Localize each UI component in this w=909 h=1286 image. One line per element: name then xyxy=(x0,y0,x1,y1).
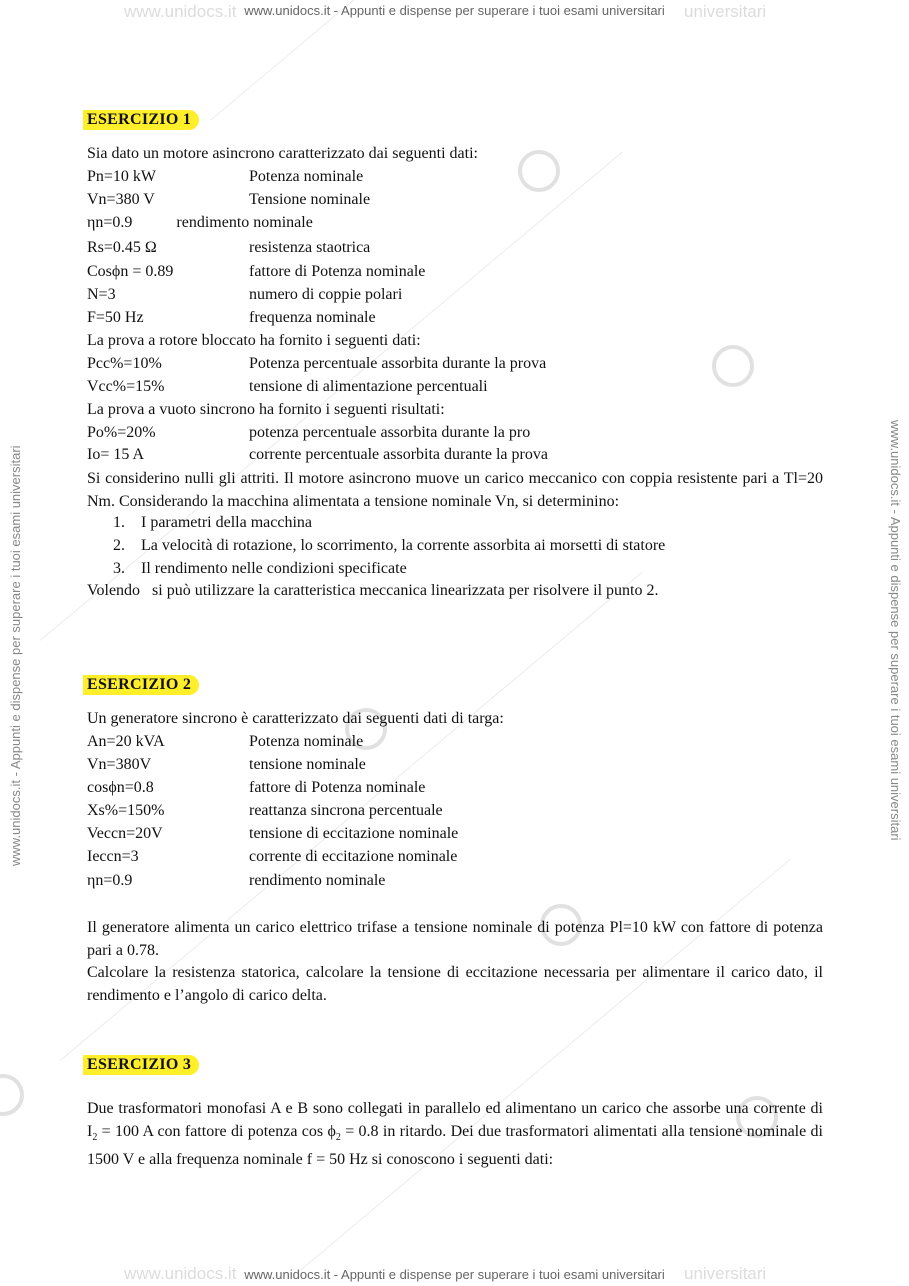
data-value: tensione di eccitazione nominale xyxy=(249,825,459,842)
list-text: Il rendimento nelle condizioni specificate xyxy=(141,560,407,577)
watermark-logo-icon xyxy=(712,345,754,387)
exercise-1-paragraph: Si considerino nulli gli attriti. Il motore asincrono muove un carico meccanico con coppia resistente pari a Tl=20 Nm. Considerando la macchina alimentata a tensione nominale Vn, si determinino: xyxy=(87,470,823,510)
list-text: La velocità di rotazione, lo scorrimento, la corrente assorbita ai morsetti di statore xyxy=(141,537,666,554)
data-row xyxy=(87,872,386,890)
data-row xyxy=(87,848,458,866)
data-row xyxy=(87,191,371,209)
watermark-top: www.unidocs.it - Appunti e dispense per superare i tuoi esami universitari xyxy=(244,3,665,18)
data-row xyxy=(87,424,531,442)
data-key: Cosϕn = 0.89 xyxy=(87,263,174,280)
data-key: cosϕn=0.8 xyxy=(87,779,154,796)
watermark-bottom: www.unidocs.it - Appunti e dispense per superare i tuoi esami universitari xyxy=(244,1267,665,1282)
data-row xyxy=(87,446,548,464)
data-value: Potenza nominale xyxy=(249,168,364,185)
data-key: An=20 kVA xyxy=(87,733,165,750)
data-row xyxy=(87,802,443,820)
data-key: Io= 15 A xyxy=(87,446,145,463)
exercise-2-heading: ESERCIZIO 2 xyxy=(83,675,199,695)
data-key: N=3 xyxy=(87,286,116,303)
data-key: Xs%=150% xyxy=(87,802,165,819)
data-row xyxy=(87,355,547,373)
data-value: corrente percentuale assorbita durante la prova xyxy=(249,446,548,463)
data-value: tensione nominale xyxy=(249,756,366,773)
data-row xyxy=(87,825,459,843)
data-row xyxy=(87,263,426,281)
subscript: 2 xyxy=(92,1131,98,1143)
data-key: Ieccn=3 xyxy=(87,848,139,865)
data-key: Veccn=20V xyxy=(87,825,163,842)
data-key: Pn=10 kW xyxy=(87,168,157,185)
list-number: 2. xyxy=(113,537,125,554)
data-key: Po%=20% xyxy=(87,424,156,441)
paragraph-text: = 0.8 in ritardo. Dei due trasformatori alimentati alla tensione nominale di 1500 V e alla frequenza nominale f = 50 Hz si conoscono i seguenti dati: xyxy=(87,1122,824,1169)
exercise-3-heading: ESERCIZIO 3 xyxy=(83,1055,199,1075)
data-key: Rs=0.45 Ω xyxy=(87,239,157,256)
data-key: Vcc%=15% xyxy=(87,378,165,395)
data-value: Potenza nominale xyxy=(249,733,364,750)
exercise-2-paragraph-1: Il generatore alimenta un carico elettrico trifase a tensione nominale di potenza Pl=10 kW con fattore di potenza pari a 0.78. xyxy=(87,919,823,959)
watermark-ghost-left: www.unidocs.it xyxy=(124,2,237,21)
data-row xyxy=(87,286,403,304)
data-row xyxy=(87,168,364,186)
subscript: 2 xyxy=(335,1131,341,1143)
data-value: resistenza staotrica xyxy=(249,239,371,256)
watermark-side-left: www.unidocs.it - Appunti e dispense per superare i tuoi esami universitari xyxy=(8,445,23,866)
watermark-ghost-right: universitari xyxy=(684,2,767,21)
list-number: 3. xyxy=(113,560,125,577)
exercise-2-paragraph-2: Calcolare la resistenza statorica, calcolare la tensione di eccitazione necessaria per alimentare il carico dato, il rendimento e l’angolo di carico delta. xyxy=(87,964,823,1004)
data-value: frequenza nominale xyxy=(249,309,376,326)
data-value: Tensione nominale xyxy=(249,191,371,208)
list-text: I parametri della macchina xyxy=(141,514,313,531)
no-load-intro: La prova a vuoto sincrono ha fornito i seguenti risultati: xyxy=(87,401,445,418)
data-value: reattanza sincrona percentuale xyxy=(249,802,443,819)
paragraph-text: Due trasformatori monofasi A e B sono collegati in parallelo ed alimentano un carico che assorbe una corrente di I xyxy=(87,1100,823,1140)
data-row xyxy=(87,756,366,774)
exercise-3-paragraph xyxy=(87,1098,823,1172)
data-row xyxy=(87,733,364,751)
watermark-ghost-right: universitari xyxy=(684,1264,767,1283)
data-value: potenza percentuale assorbita durante la pro xyxy=(249,424,531,441)
watermark-side-right: www.unidocs.it - Appunti e dispense per superare i tuoi esami universitari xyxy=(888,420,903,841)
list-item xyxy=(113,537,665,555)
data-row xyxy=(87,779,426,797)
list-item xyxy=(113,560,407,578)
watermark-line xyxy=(210,0,747,121)
data-key: Pcc%=10% xyxy=(87,355,162,372)
exercise-2-intro: Un generatore sincrono è caratterizzato dai seguenti dati di targa: xyxy=(87,710,504,727)
data-row xyxy=(87,378,488,396)
data-value: numero di coppie polari xyxy=(249,286,403,303)
data-row xyxy=(87,239,371,257)
locked-rotor-intro: La prova a rotore bloccato ha fornito i seguenti dati: xyxy=(87,332,421,349)
data-value: Potenza percentuale assorbita durante la prova xyxy=(249,355,547,372)
exercise-1-closing: Volendo si può utilizzare la caratteristica meccanica linearizzata per risolvere il punto 2. xyxy=(87,582,659,599)
data-key: Vn=380V xyxy=(87,756,152,773)
watermark-ghost-left: www.unidocs.it xyxy=(124,1264,237,1283)
data-key: F=50 Hz xyxy=(87,309,144,326)
data-key: ηn=0.9 xyxy=(87,872,133,889)
watermark-logo-icon xyxy=(0,1074,24,1116)
data-value: fattore di Potenza nominale xyxy=(249,779,426,796)
data-value: rendimento nominale xyxy=(249,872,386,889)
exercise-1-heading: ESERCIZIO 1 xyxy=(83,110,199,130)
exercise-1-intro: Sia dato un motore asincrono caratterizzato dai seguenti dati: xyxy=(87,145,478,162)
eta-line: ηn=0.9 rendimento nominale xyxy=(87,214,313,231)
watermark-logo-icon xyxy=(518,150,560,192)
data-value: tensione di alimentazione percentuali xyxy=(249,378,488,395)
data-value: corrente di eccitazione nominale xyxy=(249,848,458,865)
paragraph-text: = 100 A con fattore di potenza cos ϕ xyxy=(97,1122,336,1140)
data-key: Vn=380 V xyxy=(87,191,155,208)
data-value: fattore di Potenza nominale xyxy=(249,263,426,280)
data-row xyxy=(87,309,376,327)
list-number: 1. xyxy=(113,514,125,531)
list-item xyxy=(113,514,312,532)
